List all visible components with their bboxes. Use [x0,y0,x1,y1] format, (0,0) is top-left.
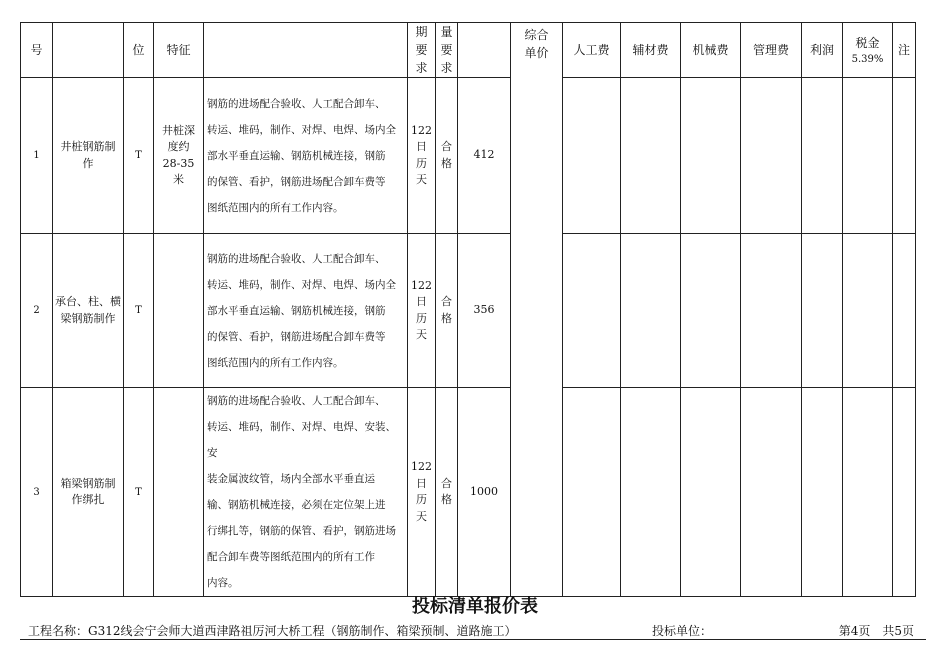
row-name: 箱梁钢筋制 作绑扎 [53,388,124,597]
row-tax [843,234,893,388]
row-aux-material [621,78,681,234]
footer-rule [20,639,926,640]
row-management [741,388,802,597]
row-aux-material [621,388,681,597]
row-feature [154,388,204,597]
bidder-label: 投标单位： [652,624,713,638]
row-no: 2 [21,234,53,388]
row-note [893,234,916,388]
row-management [741,234,802,388]
row-note [893,78,916,234]
row-machine [681,388,741,597]
row-name: 井桩钢筋制 作 [53,78,124,234]
bill-of-quantities-table [20,22,916,597]
table-row [21,234,916,388]
document-title: 投标清单报价表 [412,596,538,617]
row-description: 钢筋的进场配合验收、人工配合卸车、 转运、堆码，制作、对焊、电焊、安装、安 装金属波纹管，场内全部水平垂直运 输、钢筋机械连接，必须在定位架上进 行绑扎等，钢筋的保管、看护，钢筋进场 配合卸车费等图纸范围内的所有工作 内容。 [204,388,408,597]
row-machine [681,78,741,234]
header-labor: 人工费 [563,23,621,78]
row-labor [563,388,621,597]
header-name [53,23,124,78]
row-quality: 合 格 [436,234,458,388]
row-management [741,78,802,234]
header-no: 号 [21,23,53,78]
header-period: 期 要 求 [408,23,436,78]
row-quantity: 412 [458,78,511,234]
row-period: 122 日 历 天 [408,388,436,597]
table-row [21,388,916,597]
header-management: 管理费 [741,23,802,78]
header-quantity [458,23,511,78]
table-header-row [21,23,916,78]
project-name: 工程名称：G312线会宁会师大道西津路祖厉河大桥工程（钢筋制作、箱梁预制、道路施工） [28,624,517,638]
row-no: 1 [21,78,53,234]
row-name: 承台、柱、横 梁钢筋制作 [53,234,124,388]
row-tax [843,388,893,597]
row-unit: T [124,234,154,388]
header-unit: 位 [124,23,154,78]
header-tax: 税金 5.39% [843,23,893,78]
row-profit [802,234,843,388]
row-period: 122 日 历 天 [408,234,436,388]
page-indicator: 第4页 共5页 [838,624,914,638]
row-description: 钢筋的进场配合验收、人工配合卸车、 转运、堆码，制作、对焊、电焊、场内全 部水平垂直运输、钢筋机械连接，钢筋 的保管、看护，钢筋进场配合卸车费等 图纸范围内的所有工作内容。 [204,78,408,234]
row-description: 钢筋的进场配合验收、人工配合卸车、 转运、堆码，制作、对焊、电焊、场内全 部水平垂直运输、钢筋机械连接，钢筋 的保管、看护，钢筋进场配合卸车费等 图纸范围内的所有工作内容。 [204,234,408,388]
header-description [204,23,408,78]
header-unit-price: 综合 单价 [511,23,563,597]
row-profit [802,78,843,234]
row-feature [154,234,204,388]
table-row [21,78,916,234]
row-quantity: 1000 [458,388,511,597]
row-machine [681,234,741,388]
header-note: 注 [893,23,916,78]
row-quality: 合 格 [436,388,458,597]
header-feature: 特征 [154,23,204,78]
header-aux-material: 辅材费 [621,23,681,78]
row-period: 122 日 历 天 [408,78,436,234]
row-quantity: 356 [458,234,511,388]
header-profit: 利润 [802,23,843,78]
row-note [893,388,916,597]
row-unit: T [124,78,154,234]
row-feature: 井桩深 度约 28-35 米 [154,78,204,234]
row-quality: 合 格 [436,78,458,234]
row-no: 3 [21,388,53,597]
row-labor [563,234,621,388]
header-machine: 机械费 [681,23,741,78]
header-quality: 量 要 求 [436,23,458,78]
row-aux-material [621,234,681,388]
row-profit [802,388,843,597]
row-labor [563,78,621,234]
row-unit: T [124,388,154,597]
row-tax [843,78,893,234]
